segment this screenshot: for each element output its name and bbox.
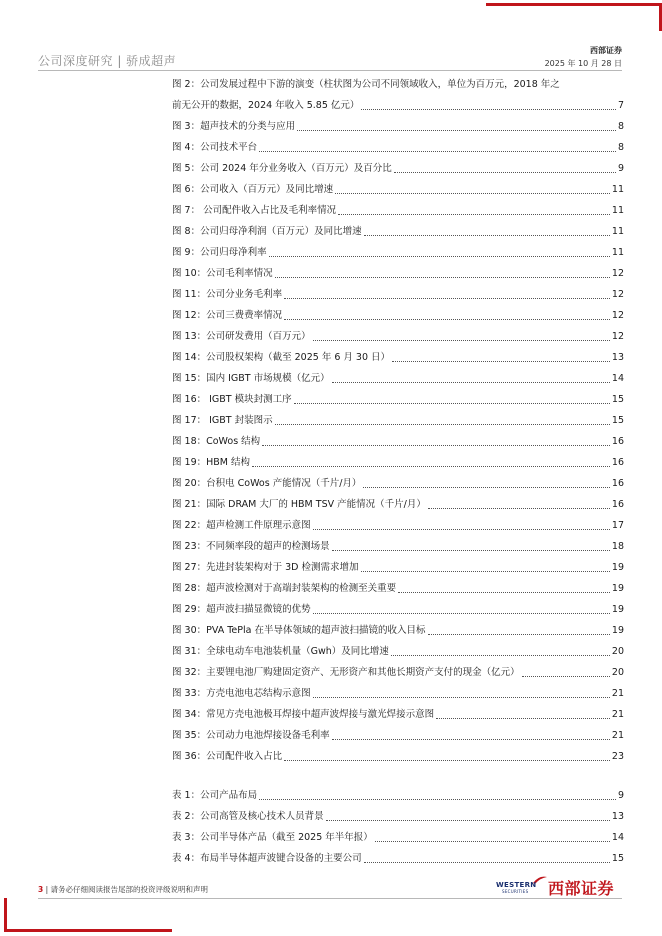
toc-entry-title: 图 8：公司归母净利润（百万元）及同比增速 xyxy=(172,226,362,237)
toc-entry-page: 19 xyxy=(611,583,624,594)
dot-leader xyxy=(313,340,610,341)
dot-leader xyxy=(364,862,610,863)
logo-chinese: 西部证券 xyxy=(548,879,615,898)
dot-leader xyxy=(275,277,610,278)
toc-entry-page: 8 xyxy=(617,142,624,153)
toc-entry-title: 图 32：主要锂电池厂购建固定资产、无形资产和其他长期资产支付的现金（亿元） xyxy=(172,667,520,678)
toc-entry[interactable] xyxy=(172,827,624,848)
toc-entry-page: 23 xyxy=(611,751,624,762)
toc-entry-title: 图 29：超声波扫描显微镜的优势 xyxy=(172,604,311,615)
toc-entry-page: 11 xyxy=(611,226,624,237)
dot-leader xyxy=(364,235,610,236)
figure-list xyxy=(172,74,624,767)
toc-entry-page: 16 xyxy=(611,478,624,489)
toc-entry-title: 图 20：台积电 CoWos 产能情况（千片/月） xyxy=(172,478,362,489)
dot-leader xyxy=(313,697,610,698)
toc-entry-title: 表 1：公司产品布局 xyxy=(172,790,258,801)
dot-leader xyxy=(375,841,610,842)
toc-entry-page: 9 xyxy=(617,163,624,174)
toc-entry-page: 15 xyxy=(611,415,624,426)
toc-entry-title: 图 4：公司技术平台 xyxy=(172,142,258,153)
dot-leader xyxy=(326,820,610,821)
toc-entry[interactable] xyxy=(172,620,624,641)
toc-entry-page: 19 xyxy=(611,604,624,615)
toc-entry-page: 19 xyxy=(611,562,624,573)
disclaimer-text: 请务必仔细阅读报告尾部的投资评级说明和声明 xyxy=(50,885,209,894)
toc-entry[interactable] xyxy=(172,137,624,158)
toc-entry-page: 18 xyxy=(611,541,624,552)
report-date: 2025 年 10 月 28 日 xyxy=(544,59,622,68)
table-list xyxy=(172,785,624,869)
toc-entry-title: 图 17： IGBT 封装图示 xyxy=(172,415,273,426)
toc-entry[interactable] xyxy=(172,704,624,725)
table-of-contents xyxy=(172,74,624,869)
dot-leader xyxy=(361,571,610,572)
dot-leader xyxy=(361,109,616,110)
toc-entry[interactable] xyxy=(172,368,624,389)
toc-entry-title: 图 22：超声检测工件原理示意图 xyxy=(172,520,311,531)
toc-entry-title: 图 12：公司三费费率情况 xyxy=(172,310,283,321)
toc-entry-title: 表 2：公司高管及核心技术人员背景 xyxy=(172,811,324,822)
toc-entry-page: 7 xyxy=(617,100,624,111)
dot-leader xyxy=(284,298,610,299)
dot-leader xyxy=(436,718,610,719)
toc-entry[interactable] xyxy=(172,473,624,494)
dot-leader xyxy=(284,319,610,320)
dot-leader xyxy=(332,382,610,383)
corner-accent-top xyxy=(486,3,662,6)
toc-entry-page: 16 xyxy=(611,499,624,510)
page-number: 3 xyxy=(38,885,44,894)
dot-leader xyxy=(269,256,610,257)
header-brand: 西部证券 xyxy=(590,46,622,55)
dot-leader xyxy=(297,130,616,131)
toc-entry[interactable] xyxy=(172,347,624,368)
footer-disclaimer xyxy=(38,884,208,895)
toc-entry-page: 14 xyxy=(611,373,624,384)
toc-entry[interactable] xyxy=(172,494,624,515)
toc-entry-page: 20 xyxy=(611,667,624,678)
toc-entry-title: 图 21：国际 DRAM 大厂的 HBM TSV 产能情况（千片/月） xyxy=(172,499,426,510)
toc-entry[interactable] xyxy=(172,431,624,452)
toc-entry-title: 图 23：不同频率段的超声的检测场景 xyxy=(172,541,330,552)
toc-entry-title: 图 3：超声技术的分类与应用 xyxy=(172,121,296,132)
dot-leader xyxy=(275,424,610,425)
toc-entry[interactable] xyxy=(172,452,624,473)
toc-entry-page: 12 xyxy=(611,268,624,279)
dot-leader xyxy=(313,613,610,614)
company-logo xyxy=(496,875,626,897)
toc-entry[interactable] xyxy=(172,410,624,431)
dot-leader xyxy=(332,739,610,740)
corner-accent-bottom xyxy=(4,929,172,932)
toc-entry-title: 图 30：PVA TePla 在半导体领域的超声波扫描镜的收入目标 xyxy=(172,625,426,636)
toc-entry-page: 13 xyxy=(611,811,624,822)
toc-entry[interactable] xyxy=(172,806,624,827)
toc-entry[interactable] xyxy=(172,662,624,683)
toc-entry-title: 图 9：公司归母净利率 xyxy=(172,247,267,258)
toc-entry[interactable] xyxy=(172,158,624,179)
dot-leader xyxy=(313,529,610,530)
toc-entry-page: 8 xyxy=(617,121,624,132)
toc-entry[interactable] xyxy=(172,536,624,557)
toc-entry[interactable] xyxy=(172,389,624,410)
toc-entry-page: 13 xyxy=(611,352,624,363)
logo-english-sub: SECURITIES xyxy=(502,889,529,894)
dot-leader xyxy=(428,508,610,509)
logo-english: WESTERN xyxy=(496,881,537,889)
toc-entry-page: 14 xyxy=(611,832,624,843)
toc-entry-title: 图 19：HBM 结构 xyxy=(172,457,250,468)
dot-leader xyxy=(428,634,610,635)
toc-entry-page: 12 xyxy=(611,310,624,321)
footer-separator: | xyxy=(45,885,51,894)
toc-entry[interactable] xyxy=(172,263,624,284)
toc-entry[interactable] xyxy=(172,200,624,221)
toc-entry-title: 图 16： IGBT 模块封测工序 xyxy=(172,394,292,405)
toc-entry-page: 20 xyxy=(611,646,624,657)
dot-leader xyxy=(252,466,610,467)
toc-entry[interactable] xyxy=(172,221,624,242)
toc-entry-title: 图 36：公司配件收入占比 xyxy=(172,751,283,762)
dot-leader xyxy=(332,550,610,551)
toc-entry-title: 图 31：全球电动车电池装机量（Gwh）及同比增速 xyxy=(172,646,389,657)
toc-entry-title: 表 4：布局半导体超声波键合设备的主要公司 xyxy=(172,853,362,864)
toc-entry[interactable] xyxy=(172,725,624,746)
toc-entry[interactable] xyxy=(172,785,624,806)
toc-entry-page: 17 xyxy=(611,520,624,531)
toc-entry-page: 15 xyxy=(611,853,624,864)
toc-entry-title: 前无公开的数据，2024 年收入 5.85 亿元） xyxy=(172,100,360,111)
dot-leader xyxy=(259,151,616,152)
corner-accent-bottom-vertical xyxy=(4,898,7,932)
footer-divider xyxy=(38,898,622,899)
list-gap xyxy=(172,767,624,785)
toc-entry-title: 图 7： 公司配件收入占比及毛利率情况 xyxy=(172,205,337,216)
dot-leader xyxy=(392,361,610,362)
dot-leader xyxy=(394,172,616,173)
toc-entry-title: 图 35：公司动力电池焊接设备毛利率 xyxy=(172,730,330,741)
toc-entry-page: 11 xyxy=(611,184,624,195)
toc-entry-title: 图 6：公司收入（百万元）及同比增速 xyxy=(172,184,334,195)
toc-entry-title: 表 3：公司半导体产品（截至 2025 年半年报） xyxy=(172,832,373,843)
toc-entry[interactable] xyxy=(172,179,624,200)
dot-leader xyxy=(391,655,610,656)
toc-entry-page: 19 xyxy=(611,625,624,636)
report-type-title: 公司深度研究 | 骄成超声 xyxy=(38,54,177,68)
toc-entry-page: 12 xyxy=(611,289,624,300)
toc-entry[interactable] xyxy=(172,515,624,536)
toc-entry[interactable] xyxy=(172,74,624,116)
toc-entry-page: 15 xyxy=(611,394,624,405)
toc-entry-title: 图 10：公司毛利率情况 xyxy=(172,268,273,279)
toc-entry[interactable] xyxy=(172,326,624,347)
toc-entry[interactable] xyxy=(172,578,624,599)
dot-leader xyxy=(398,592,610,593)
toc-entry-page: 21 xyxy=(611,730,624,741)
toc-entry-title: 图 34：常见方壳电池极耳焊接中超声波焊接与激光焊接示意图 xyxy=(172,709,435,720)
toc-entry[interactable] xyxy=(172,284,624,305)
dot-leader xyxy=(522,676,610,677)
toc-entry-page: 16 xyxy=(611,436,624,447)
toc-entry-title: 图 5：公司 2024 年分业务收入（百万元）及百分比 xyxy=(172,163,392,174)
toc-entry-title: 图 28：超声波检测对于高端封装架构的检测至关重要 xyxy=(172,583,397,594)
dot-leader xyxy=(294,403,610,404)
toc-entry-page: 11 xyxy=(611,205,624,216)
toc-entry-line2 xyxy=(172,95,624,116)
toc-entry[interactable] xyxy=(172,599,624,620)
dot-leader xyxy=(284,760,610,761)
toc-entry[interactable] xyxy=(172,242,624,263)
toc-entry-page: 9 xyxy=(617,790,624,801)
toc-entry-page: 12 xyxy=(611,331,624,342)
toc-entry[interactable] xyxy=(172,557,624,578)
toc-entry[interactable] xyxy=(172,641,624,662)
toc-entry-title: 图 18：CoWos 结构 xyxy=(172,436,261,447)
dot-leader xyxy=(262,445,610,446)
header-divider xyxy=(38,70,622,71)
dot-leader xyxy=(335,193,610,194)
toc-entry[interactable] xyxy=(172,746,624,767)
toc-entry[interactable] xyxy=(172,305,624,326)
dot-leader xyxy=(259,799,616,800)
toc-entry-title: 图 14：公司股权架构（截至 2025 年 6 月 30 日） xyxy=(172,352,391,363)
toc-entry-page: 21 xyxy=(611,688,624,699)
toc-entry-title: 图 15：国内 IGBT 市场规模（亿元） xyxy=(172,373,330,384)
dot-leader xyxy=(363,487,610,488)
toc-entry[interactable] xyxy=(172,116,624,137)
toc-entry-page: 11 xyxy=(611,247,624,258)
toc-entry-title: 图 13：公司研发费用（百万元） xyxy=(172,331,311,342)
toc-entry[interactable] xyxy=(172,848,624,869)
toc-entry[interactable] xyxy=(172,683,624,704)
toc-entry-title: 图 11：公司分业务毛利率 xyxy=(172,289,283,300)
toc-entry-title: 图 33：方壳电池电芯结构示意图 xyxy=(172,688,311,699)
toc-entry-page: 16 xyxy=(611,457,624,468)
toc-entry-page: 21 xyxy=(611,709,624,720)
dot-leader xyxy=(338,214,610,215)
toc-entry-title: 图 27：先进封装架构对于 3D 检测需求增加 xyxy=(172,562,359,573)
toc-entry-title-line1: 图 2：公司发展过程中下游的演变（柱状图为公司不同领域收入，单位为百万元，2018 年之 xyxy=(172,79,560,90)
